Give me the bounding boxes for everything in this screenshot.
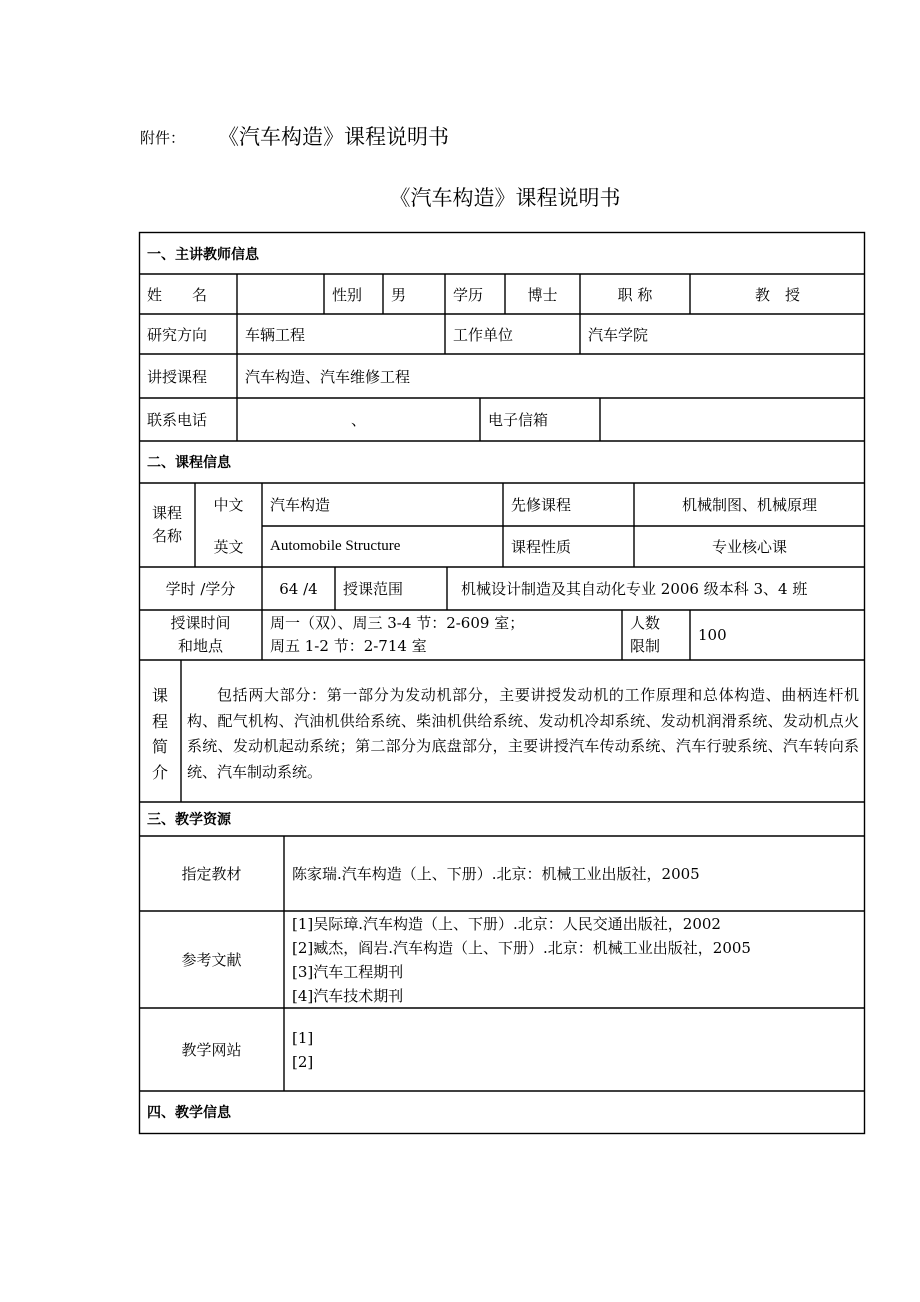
chinese-label: 中文 <box>213 496 244 514</box>
website-item: [1] <box>292 1028 314 1047</box>
limit-label-line1: 人数 <box>630 614 661 632</box>
section-heading-resources: 三、教学资源 <box>147 812 231 828</box>
document-title: 《汽车构造》课程说明书 <box>389 186 621 210</box>
phone-value: 、 <box>350 411 366 429</box>
intro-label: 课 程 简 介 <box>151 686 168 782</box>
textbook-label: 指定教材 <box>181 865 242 883</box>
gender-label: 性别 <box>332 285 363 304</box>
ref-item: [4]汽车技术期刊 <box>292 986 404 1005</box>
limit-value: 100 <box>698 626 727 644</box>
time-label <box>139 610 262 660</box>
time-label-line2: 和地点 <box>177 637 223 655</box>
course-name-label-line1: 课程 <box>151 504 182 522</box>
hours-label: 学时 /学分 <box>165 580 236 598</box>
name-value <box>237 274 324 314</box>
time-label-line1: 授课时间 <box>170 614 231 632</box>
textbook-value: 陈家瑞.汽车构造（上、下册）.北京：机械工业出版社，2005 <box>292 865 700 883</box>
unit-label: 工作单位 <box>453 325 514 344</box>
research-value: 车辆工程 <box>245 325 306 344</box>
nature-label: 课程性质 <box>511 538 572 556</box>
annex-title: 《汽车构造》课程说明书 <box>218 125 449 149</box>
research-label: 研究方向 <box>147 325 208 344</box>
title-label: 职 称 <box>617 285 653 304</box>
course-name-label-line2: 名称 <box>151 527 182 545</box>
time-value <box>262 610 622 660</box>
english-label: 英文 <box>213 538 244 556</box>
annex-label: 附件： <box>140 129 186 147</box>
refs-label: 参考文献 <box>181 951 242 969</box>
ref-item: [1]吴际璋.汽车构造（上、下册）.北京：人民交通出版社，2002 <box>292 914 721 933</box>
refs-list <box>284 911 865 1008</box>
scope-value: 机械设计制造及其自动化专业 2006 级本科 3、4 班 <box>461 580 808 598</box>
section-heading-course: 二、课程信息 <box>147 455 231 471</box>
website-item: [2] <box>292 1052 314 1071</box>
prereq-value: 机械制图、机械原理 <box>681 496 817 514</box>
section-heading-teacher: 一、主讲教师信息 <box>147 246 259 263</box>
limit-label <box>622 610 690 660</box>
courses-label: 讲授课程 <box>147 367 208 386</box>
section-heading-teaching: 四、教学信息 <box>147 1105 231 1121</box>
time-value-line2: 周五 1-2 节：2-714 室 <box>270 637 427 655</box>
email-label: 电子信箱 <box>488 411 549 429</box>
title-value: 教 授 <box>754 285 800 304</box>
unit-value: 汽车学院 <box>588 325 649 344</box>
course-name-label <box>139 483 195 567</box>
name-label: 姓 名 <box>147 285 208 304</box>
email-value <box>600 398 865 441</box>
scope-label: 授课范围 <box>343 580 404 598</box>
limit-label-line2: 限制 <box>630 637 661 655</box>
ref-item: [3]汽车工程期刊 <box>292 962 404 981</box>
degree-label: 学历 <box>453 285 484 304</box>
english-value: Automobile Structure <box>270 538 401 554</box>
website-list <box>284 1008 865 1091</box>
hours-value: 64 /4 <box>279 579 318 598</box>
time-value-line1: 周一（双）、周三 3-4 节：2-609 室； <box>270 614 525 632</box>
nature-value: 专业核心课 <box>711 538 787 556</box>
ref-item: [2]臧杰，阎岩.汽车构造（上、下册）.北京：机械工业出版社，2005 <box>292 938 751 957</box>
gender-value: 男 <box>391 285 407 304</box>
phone-label: 联系电话 <box>147 411 208 429</box>
prereq-label: 先修课程 <box>511 496 572 514</box>
website-label: 教学网站 <box>181 1041 242 1059</box>
degree-value: 博士 <box>527 285 558 304</box>
chinese-value: 汽车构造 <box>270 496 331 514</box>
courses-value: 汽车构造、汽车维修工程 <box>245 367 411 386</box>
intro-text: 包括两大部分：第一部分为发动机部分，主要讲授发动机的工作原理和总体构造、曲柄连杆机构、配气机构、汽油机供给系统、柴油机供给系统、发动机冷却系统、发动机润滑系统、发动机点火系统、发动机起动系统；第二部分为底盘部分，主要讲授汽车传动系统、汽车行驶系统、汽车转向系统、汽车制动系统。 <box>187 686 859 781</box>
